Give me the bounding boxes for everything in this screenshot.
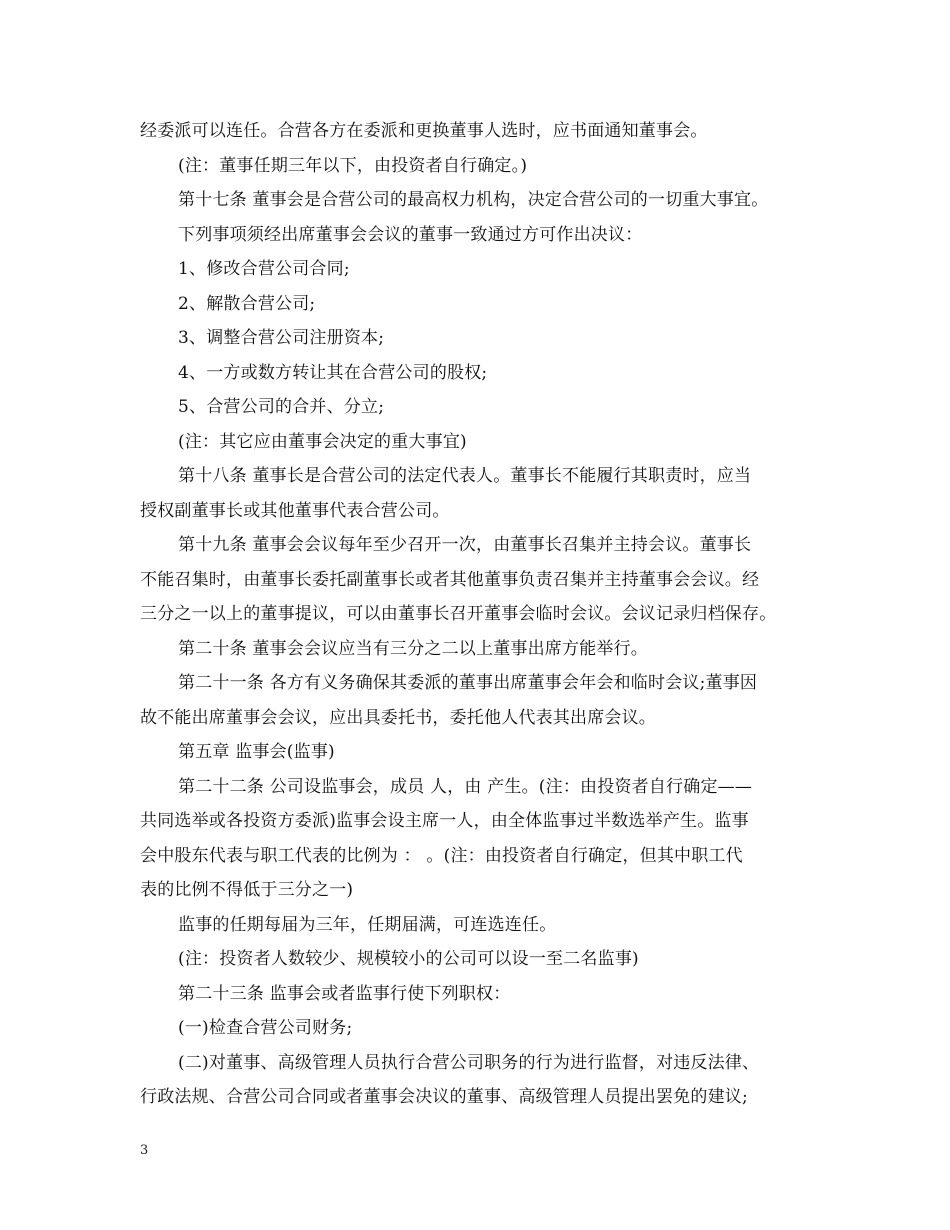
document-body [140, 114, 820, 1115]
text-line: (注：董事任期三年以下，由投资者自行确定。) [178, 155, 528, 176]
list-item: (二)对董事、高级管理人员执行合营公司职务的行为进行监督，对违反法律、 [178, 1052, 760, 1073]
text-line: (注：其它应由董事会决定的重大事宜) [178, 431, 467, 452]
text-line: 不能召集时，由董事长委托副董事长或者其他董事负责召集并主持董事会会议。经 [140, 569, 760, 590]
list-item: 2、解散合营公司; [178, 293, 316, 314]
list-item: 5、合营公司的合并、分立; [178, 397, 385, 417]
text-line: 行政法规、合营公司合同或者董事会决议的董事、高级管理人员提出罢免的建议; [140, 1087, 748, 1107]
article-18-line: 第十八条 董事长是合营公司的法定代表人。董事长不能履行其职责时，应当 [178, 466, 752, 486]
text-line: (注：投资者人数较少、规模较小的公司可以设一至二名监事) [178, 949, 639, 969]
page-number: 3 [140, 1143, 149, 1158]
article-17-line: 第十七条 董事会是合营公司的最高权力机构，决定合营公司的一切重大事宜。 [178, 190, 769, 210]
text-line: 故不能出席董事会会议，应出具委托书，委托他人代表其出席会议。 [140, 707, 656, 728]
list-item: 3、调整合营公司注册资本; [178, 328, 385, 348]
text-line: 监事的任期每届为三年，任期届满，可连选连任。 [178, 914, 557, 935]
list-item: 4、一方或数方转让其在合营公司的股权; [178, 362, 488, 383]
text-line: 三分之一以上的董事提议，可以由董事长召开董事会临时会议。会议记录归档保存。 [140, 604, 777, 624]
chapter-heading: 第五章 监事会(监事) [178, 742, 335, 762]
list-item: 1、修改合营公司合同; [178, 259, 350, 279]
article-22-line: 第二十二条 公司设监事会，成员 人，由 产生。(注：由投资者自行确定—— [178, 776, 753, 797]
article-20-line: 第二十条 董事会会议应当有三分之二以上董事出席方能举行。 [178, 638, 649, 659]
article-23-line: 第二十三条 监事会或者监事行使下列职权： [178, 983, 511, 1004]
text-line: 下列事项须经出席董事会会议的董事一致通过方可作出决议： [178, 224, 643, 245]
text-line: 经委派可以连任。合营各方在委派和更换董事人选时，应书面通知董事会。 [140, 121, 708, 141]
article-21-line: 第二十一条 各方有义务确保其委派的董事出席董事会年会和临时会议;董事因 [178, 673, 758, 693]
text-line: 共同选举或各投资方委派)监事会设主席一人，由全体监事过半数选举产生。监事 [140, 811, 749, 831]
text-line: 授权副董事长或其他董事代表合营公司。 [140, 500, 450, 521]
text-line: 表的比例不得低于三分之一) [140, 880, 354, 900]
article-19-line: 第十九条 董事会会议每年至少召开一次，由董事长召集并主持会议。董事长 [178, 535, 752, 555]
list-item: (一)检查合营公司财务; [178, 1018, 353, 1038]
text-line: 会中股东代表与职工代表的比例为 ： 。(注：由投资者自行确定，但其中职工代 [140, 845, 743, 866]
